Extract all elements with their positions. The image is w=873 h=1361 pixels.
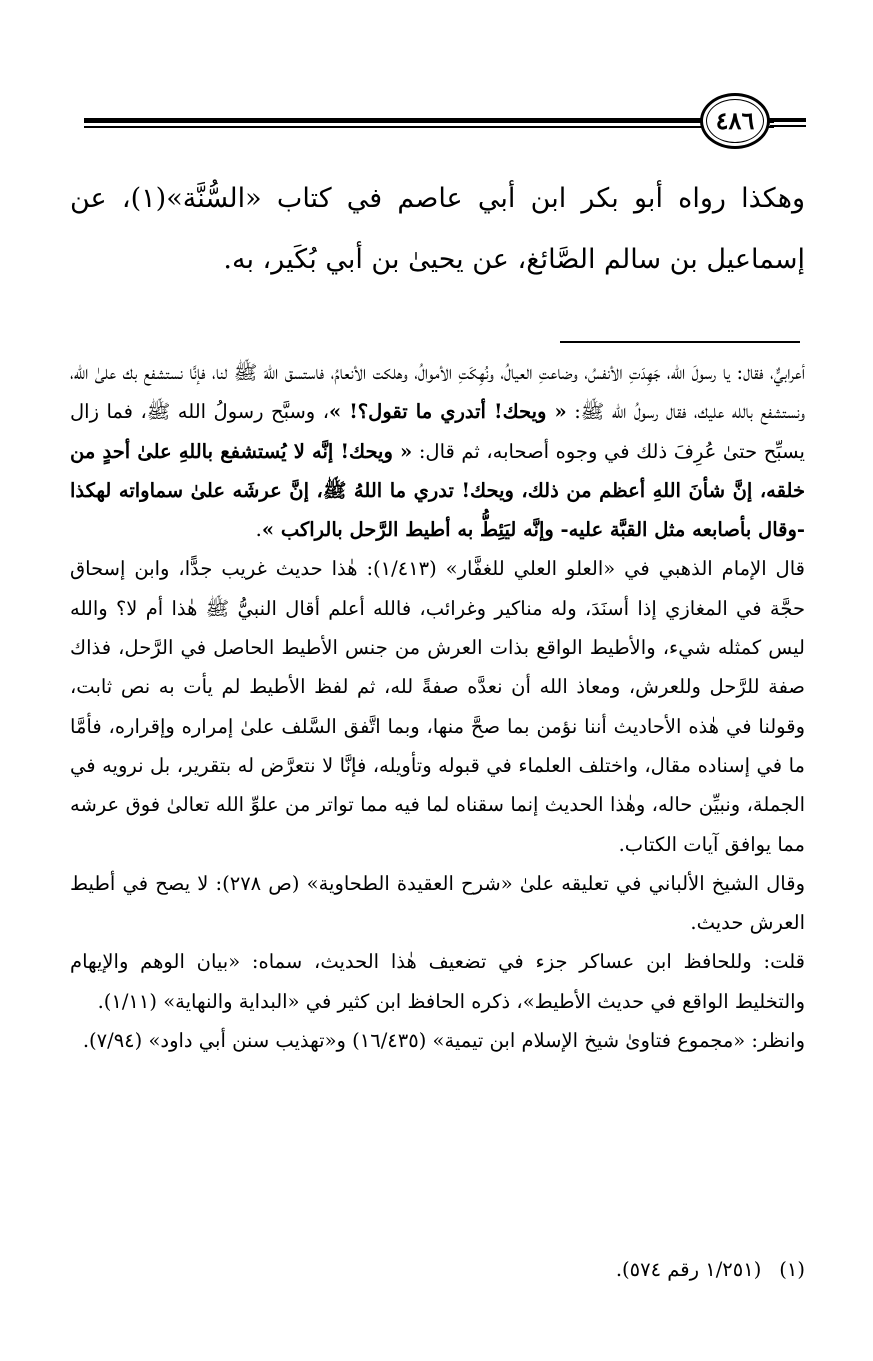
- commentary-notes: [70, 353, 805, 1060]
- footnote-separator: [560, 341, 800, 343]
- hadith-plain-1: أعرابيٌّ، فقال: يا رسولَ الله، جَهِدَتِ الأنفسُ، وضاعتِ العيالُ، ونُهِكَتِ الأموالُ، وهلكت الأنعامُ، فاستسق اللهَ ﷺ لنا، فإنَّا نستشفع بك علىٰ الله، ونستشفع بالله عليك، فقال رسولُ الله ﷺ:: [70, 361, 806, 424]
- dhahabi-comment: قال الإمام الذهبي في «العلو العلي للغفَّار» (١/٤١٣): هٰذا حديث غريب جدًّا، وابن إسحاق حجَّة في المغازي إذا أسنَدَ، وله مناكير وغرائب، فالله أعلم أقال النبيُّ ﷺ هٰذا أم لا؟ والله ليس كمثله شيء، والأطيط الواقع بذات العرش من جنس الأطيط الحاصل في الرَّحل، فذاك صفة للرَّحل وللعرش، ومعاذ الله أن نعدَّه صفةً لله، ثم لفظ الأطيط لم يأت به نص ثابت، وقولنا في هٰذه الأحاديث أننا نؤمن بما صحَّ منها، وبما اتَّفق السَّلف علىٰ إمراره وإقراره، فأمَّا ما في إسناده مقال، واختلف العلماء في قبوله وتأويله، فإنَّا لا نتعرَّض له بتقرير، بل نرويه في الجملة، ونبيِّن حاله، وهٰذا الحديث إنما سقناه لما فيه مما تواتر من علوِّ الله تعالىٰ فوق عرشه مما يوافق آيات الكتاب.: [70, 557, 805, 856]
- hadith-quote-2: « ويحك! إنَّه لا يُستشفع باللهِ علىٰ أحدٍ من خلقه، إنَّ شأنَ اللهِ أعظم من ذلك، ويحك! تدري ما اللهُ ﷺ، إنَّ عرشَه علىٰ سماواته لهكذا -وقال بأصابعه مثل القبَّة عليه- وإنَّه ليَئِطُّ به أطيط الرَّحل بالراكب »: [70, 439, 805, 542]
- page-number-ornament: [700, 93, 770, 149]
- header-rule-tail: [770, 118, 806, 128]
- header-rule-thick: [84, 118, 774, 123]
- author-comment: قلت: وللحافظ ابن عساكر جزء في تضعيف هٰذا الحديث، سماه: «بيان الوهم والإيهام والتخليط الواقع في حديث الأطيط»، ذكره الحافظ ابن كثير في «البداية والنهاية» (١/١١).: [70, 950, 805, 1013]
- hadith-quote-1: « ويحك! أتدري ما تقول؟! »: [329, 400, 567, 424]
- main-paragraph: وهكذا رواه أبو بكر ابن أبي عاصم في كتاب «السُّنَّة»(١)، عن إسماعيل بن سالم الصَّائغ، عن يحيىٰ بن أبي بُكَير، به.: [70, 183, 805, 275]
- hadith-plain-2: ، وسبَّح رسولُ الله ﷺ، فما زال يسبِّح حتىٰ عُرِفَ ذلك في وجوه أصحابه، ثم قال:: [70, 400, 805, 463]
- footnote-number: (١): [779, 1258, 805, 1281]
- albani-comment: وقال الشيخ الألباني في تعليقه علىٰ «شرح العقيدة الطحاوية» (ص ٢٧٨): لا يصح في أطيط العرش حديث.: [70, 871, 805, 935]
- header-rule: [84, 115, 774, 129]
- page-number: ٤٨٦: [715, 106, 755, 135]
- hadith-text: [70, 353, 805, 549]
- main-text: [70, 168, 805, 290]
- see-also: وانظر: «مجموع فتاوىٰ شيخ الإسلام ابن تيمية» (١٦/٤٣٥) و«تهذيب سنن أبي داود» (٧/٩٤).: [82, 1029, 805, 1053]
- footnote-text: (١/٢٥١ رقم ٥٧٤).: [615, 1258, 762, 1281]
- header-rule-thin: [84, 126, 774, 128]
- footnote: [70, 1250, 805, 1289]
- hadith-end: .: [255, 518, 262, 542]
